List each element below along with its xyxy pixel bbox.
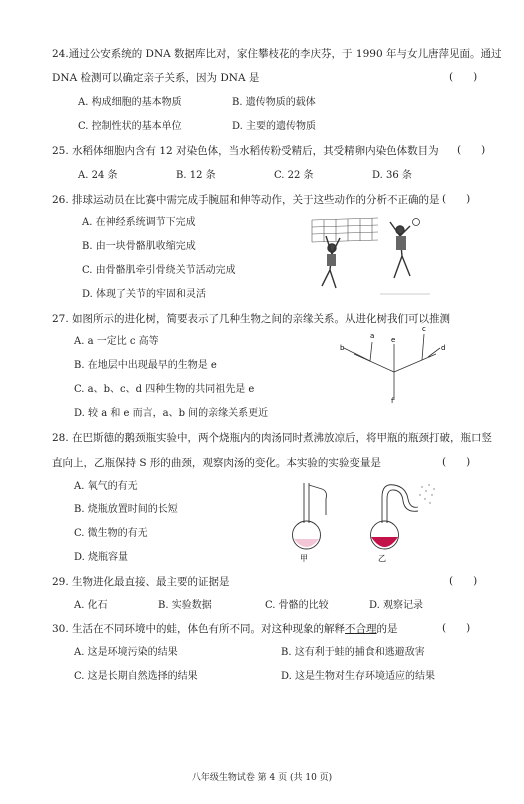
q25-stem: 25. 水稻体细胞内含有 12 对染色体，当水稻传粉受精后，其受精卵内染色体数目为	[52, 145, 439, 157]
q28-option-d: D. 烧瓶容量	[74, 552, 129, 563]
q30-answer-blank: ( )	[442, 622, 471, 634]
q28-option-c: C. 微生物的有无	[74, 528, 148, 539]
q30-stem-emphasis: 不合理	[345, 623, 377, 635]
q25-option-a: A. 24 条	[78, 170, 118, 181]
q25-option-c: C. 22 条	[274, 170, 314, 181]
q28-stem-line2: 直向上，乙瓶保持 S 形的曲颈，观察肉汤的变化。本实验的实验变量是	[52, 457, 381, 469]
q25-option-d: D. 36 条	[372, 170, 412, 181]
flask-label-yi: 乙	[378, 554, 386, 563]
q24-option-a: A. 构成细胞的基本物质	[78, 97, 182, 108]
q26-option-d: D. 体现了关节的牢固和灵活	[82, 289, 207, 300]
evolution-tree-diagram	[332, 322, 462, 404]
q30-option-d: D. 这是生物对生存环境适应的结果	[281, 671, 436, 682]
q25-option-b: B. 12 条	[176, 170, 216, 181]
tree-label-a: a	[370, 332, 375, 340]
q30-stem	[52, 622, 398, 636]
q27-option-c: C. a、b、c、d 四种生物的共同祖先是 e	[74, 384, 255, 395]
q30-stem-part1: 30. 生活在不同环境中的蛙，体色有所不同。对这种现象的解释	[52, 623, 346, 635]
q29-option-a: A. 化石	[74, 600, 108, 611]
q26-option-c: C. 由骨骼肌牵引骨绕关节活动完成	[82, 265, 236, 276]
q29-option-b: B. 实验数据	[158, 600, 212, 611]
q28-option-a: A. 氧气的有无	[74, 481, 138, 492]
tree-label-f: f	[391, 397, 394, 404]
q26-answer-blank: ( )	[442, 193, 471, 205]
q25-answer-blank: ( )	[457, 144, 486, 156]
q29-option-c: C. 骨骼的比较	[265, 600, 329, 611]
q29-answer-blank: ( )	[449, 575, 478, 587]
flask-label-jia: 甲	[300, 554, 308, 563]
volleyball-players-illustration	[310, 212, 440, 300]
q29-option-d: D. 观察记录	[369, 600, 424, 611]
q30-option-c: C. 这是长期自然选择的结果	[74, 671, 198, 682]
tree-label-e: e	[391, 336, 396, 344]
q24-option-c: C. 控制性状的基本单位	[78, 121, 182, 132]
q29-stem: 29. 生物进化最直接、最主要的证据是	[52, 576, 230, 588]
q30-option-b: B. 这有利于蛙的捕食和逃避敌害	[281, 647, 425, 658]
q27-option-a: A. a 一定比 c 高等	[74, 336, 159, 347]
q24-answer-blank: ( )	[449, 71, 478, 83]
q24-option-b: B. 遗传物质的载体	[232, 97, 316, 108]
q27-option-b: B. 在地层中出现最早的生物是 e	[74, 360, 217, 371]
q28-answer-blank: ( )	[442, 456, 471, 468]
q24-stem-line1: 24.通过公安系统的 DNA 数据库比对，家住攀枝花的李庆芬，于 1990 年与女儿唐萍见面。通过	[52, 48, 502, 60]
q24-stem-line2: DNA 检测可以确定亲子关系，因为 DNA 是	[52, 72, 260, 84]
q26-option-b: B. 由一块骨骼肌收缩完成	[82, 241, 196, 252]
q30-stem-part3: 的是	[376, 623, 398, 635]
q28-stem-line1: 28. 在巴斯德的鹅颈瓶实验中，两个烧瓶内的肉汤同时煮沸放凉后，将甲瓶的瓶颈打破，瓶口竖	[52, 432, 493, 444]
q27-stem: 27. 如图所示的进化树，简要表示了几种生物之间的亲缘关系。从进化树我们可以推测	[52, 313, 451, 325]
swan-neck-flask-figure	[282, 475, 442, 563]
tree-label-c: c	[422, 325, 426, 333]
q27-option-d: D. 较 a 和 e 而言，a、b 间的亲缘关系更近	[74, 408, 269, 419]
tree-label-b: b	[340, 344, 345, 352]
q24-option-d: D. 主要的遗传物质	[232, 121, 317, 132]
q28-option-b: B. 烧瓶放置时间的长短	[74, 504, 178, 515]
q30-option-a: A. 这是环境污染的结果	[74, 647, 178, 658]
q26-stem: 26. 排球运动员在比赛中需完成手腕屈和伸等动作，关于这些动作的分析不正确的是	[52, 194, 440, 206]
tree-label-d: d	[441, 344, 446, 352]
q26-option-a: A. 在神经系统调节下完成	[82, 217, 196, 228]
page-footer: 八年级生物试卷 第 4 页 (共 10 页)	[191, 773, 333, 783]
